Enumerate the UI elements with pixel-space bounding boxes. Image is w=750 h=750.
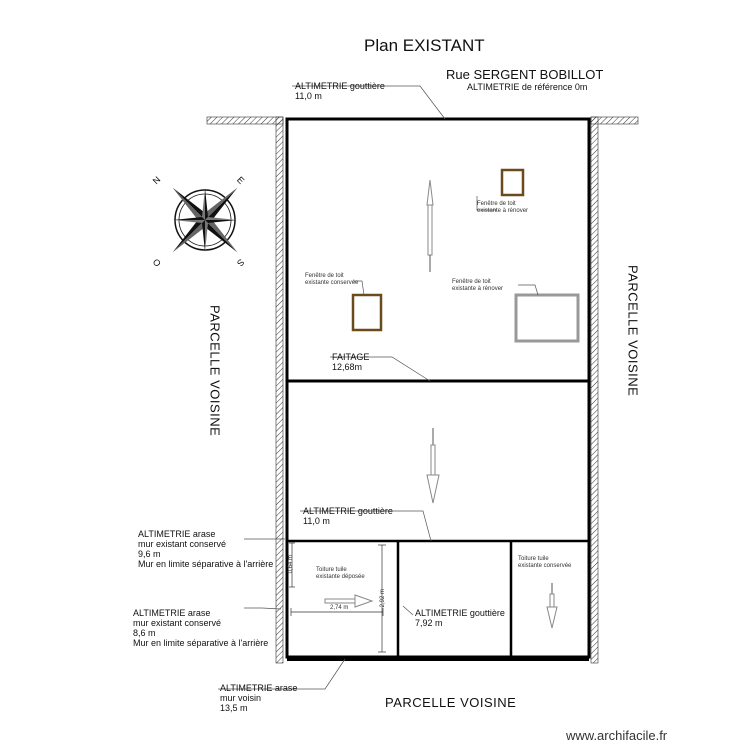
wall-neighbor-title: ALTIMETRIE arase bbox=[220, 683, 298, 693]
slope-arrow-mid bbox=[427, 428, 439, 503]
wall-label-2 bbox=[133, 609, 268, 649]
gutter-top-value: 11,0 m bbox=[295, 90, 322, 101]
dimension-depth: 2,92 m bbox=[380, 589, 386, 608]
parcel-left: PARCELLE VOISINE bbox=[207, 305, 223, 437]
window-1-title: Fenêtre de toit bbox=[477, 201, 516, 207]
compass-south: S bbox=[235, 256, 247, 269]
wall-label-neighbor bbox=[220, 684, 297, 714]
window-1-desc: existante à rénover bbox=[477, 207, 529, 214]
gutter-mid-label bbox=[303, 507, 393, 527]
parcel-right: PARCELLE VOISINE bbox=[625, 265, 641, 397]
dimension-small: 0,64 m bbox=[288, 555, 294, 574]
plan-title: Plan EXISTANT bbox=[364, 36, 485, 55]
wall-1-value: 9,6 m bbox=[138, 548, 161, 559]
ridge-value: 12,68m bbox=[332, 361, 363, 372]
roof-label-kept bbox=[518, 556, 571, 569]
ridge-title: FAITAGE bbox=[332, 352, 370, 362]
wall-2-value: 8,6 m bbox=[133, 627, 156, 638]
wall-2-desc: mur existant conservé bbox=[133, 617, 222, 628]
roof-kept-title: Toiture tuile bbox=[518, 556, 549, 562]
window-2-title: Fenêtre de toit bbox=[452, 279, 491, 285]
roof-removed-title: Toiture tuile bbox=[316, 567, 347, 573]
roof-label-removed bbox=[316, 567, 365, 580]
gutter-top-label bbox=[295, 82, 385, 102]
street-name: Rue SERGENT BOBILLOT bbox=[446, 67, 604, 82]
slope-arrow-upper bbox=[427, 180, 433, 272]
wall-2-note: Mur en limite séparative à l'arrière bbox=[133, 637, 269, 648]
gutter-top-title: ALTIMETRIE gouttière bbox=[295, 81, 385, 91]
hatched-wall-left bbox=[276, 117, 283, 663]
wall-2-title: ALTIMETRIE arase bbox=[133, 608, 211, 618]
window-2-desc: existante à rénover bbox=[452, 285, 504, 292]
slope-arrow-kept-roof bbox=[547, 583, 557, 628]
leader-lines bbox=[218, 86, 538, 689]
watermark: www.archifacile.fr bbox=[566, 728, 668, 743]
compass-north: N bbox=[150, 174, 163, 187]
wall-1-desc: mur existant conservé bbox=[138, 538, 227, 549]
gutter-mid-title: ALTIMETRIE gouttière bbox=[303, 506, 393, 516]
wall-neighbor-desc: mur voisin bbox=[220, 692, 262, 703]
reference-altitude: ALTIMETRIE de référence 0m bbox=[467, 82, 588, 92]
roof-window-renovate-2 bbox=[516, 295, 578, 341]
gutter-low-label bbox=[415, 609, 505, 629]
window-kept-title: Fenêtre de toit bbox=[305, 273, 344, 279]
roof-window-kept bbox=[353, 295, 381, 330]
parcel-bottom: PARCELLE VOISINE bbox=[385, 695, 517, 710]
roof-removed-desc: existante déposée bbox=[316, 573, 365, 580]
compass-west: O bbox=[150, 256, 163, 269]
window-kept-desc: existante conservée bbox=[305, 279, 359, 286]
roof-kept-desc: existante conservée bbox=[518, 562, 572, 569]
wall-label-1 bbox=[138, 530, 273, 570]
dimension-lines bbox=[289, 543, 386, 652]
gutter-low-title: ALTIMETRIE gouttière bbox=[415, 608, 505, 618]
hatched-wall-right bbox=[591, 117, 598, 663]
window-label-renovate-1 bbox=[477, 201, 528, 214]
gutter-mid-value: 11,0 m bbox=[303, 515, 330, 526]
window-label-kept bbox=[305, 273, 358, 286]
roof-window-renovate-1 bbox=[502, 170, 523, 195]
compass-east: E bbox=[235, 174, 247, 186]
gutter-low-value: 7,92 m bbox=[415, 617, 443, 628]
hatched-wall-top-left bbox=[207, 117, 283, 124]
wall-1-note: Mur en limite séparative à l'arrière bbox=[138, 558, 274, 569]
window-label-renovate-2 bbox=[452, 279, 503, 292]
dimension-width: 2,74 m bbox=[330, 605, 349, 611]
wall-1-title: ALTIMETRIE arase bbox=[138, 529, 216, 539]
compass-rose bbox=[140, 155, 270, 285]
wall-neighbor-value: 13,5 m bbox=[220, 702, 248, 713]
ridge-label bbox=[332, 353, 369, 373]
